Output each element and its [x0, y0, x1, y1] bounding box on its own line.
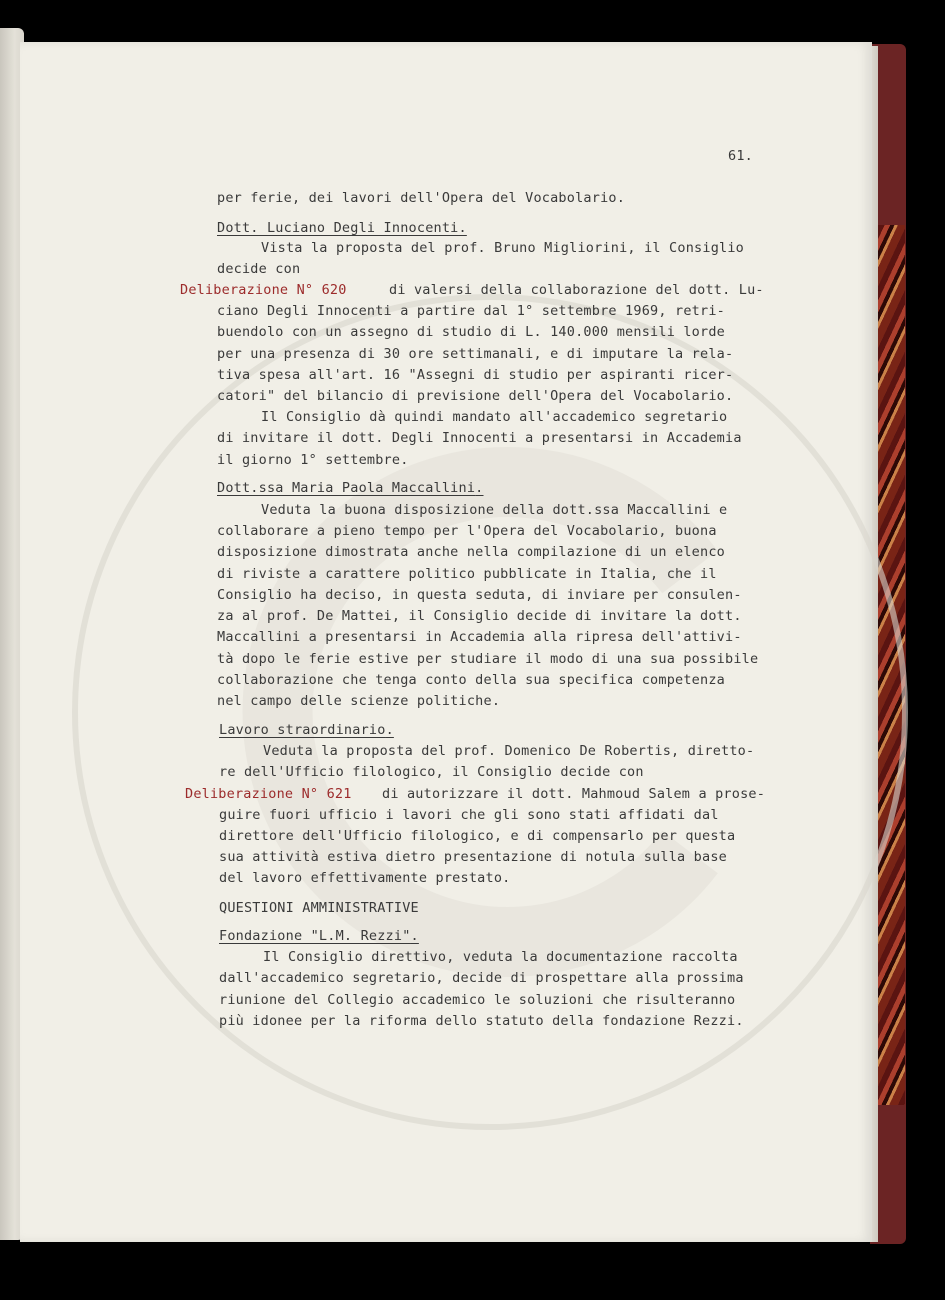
- text-line: catori" del bilancio di previsione dell'Opera del Vocabolario.: [217, 388, 734, 404]
- text-line: buendolo con un assegno di studio di L. 140.000 mensili lorde: [217, 324, 725, 340]
- section-title: QUESTIONI AMMINISTRATIVE: [219, 900, 419, 916]
- text-line: guire fuori ufficio i lavori che gli sono stati affidati dal: [219, 807, 719, 823]
- margin-note-deliberazione-620: Deliberazione N° 620: [180, 282, 347, 298]
- text-line: dall'accademico segretario, decide di prospettare alla prossima: [219, 970, 744, 986]
- text-line: Consiglio ha deciso, in questa seduta, di inviare per consulen-: [217, 587, 742, 603]
- text-line: di autorizzare il dott. Mahmoud Salem a prose-: [382, 786, 766, 802]
- text-line: il giorno 1° settembre.: [217, 452, 409, 468]
- text-line: collaborazione che tenga conto della sua specifica competenza: [217, 672, 725, 688]
- text-line: sua attività estiva dietro presentazione di notula sulla base: [219, 849, 727, 865]
- text-line: Maccallini a presentarsi in Accademia alla ripresa dell'attivi-: [217, 629, 742, 645]
- heading-lavoro-straordinario: Lavoro straordinario.: [219, 722, 394, 738]
- heading-innocenti: Dott. Luciano Degli Innocenti.: [217, 220, 467, 236]
- text-line: per ferie, dei lavori dell'Opera del Vocabolario.: [217, 190, 626, 206]
- text-line: Veduta la buona disposizione della dott.ssa Maccallini e: [261, 502, 728, 518]
- text-line: Il Consiglio direttivo, veduta la documentazione raccolta: [263, 949, 738, 965]
- page-number: 61.: [728, 148, 753, 164]
- text-line: nel campo delle scienze politiche.: [217, 693, 501, 709]
- text-line: di invitare il dott. Degli Innocenti a presentarsi in Accademia: [217, 430, 742, 446]
- text-line: za al prof. De Mattei, il Consiglio decide di invitare la dott.: [217, 608, 742, 624]
- margin-note-deliberazione-621: Deliberazione N° 621: [185, 786, 352, 802]
- heading-fondazione-rezzi: Fondazione "L.M. Rezzi".: [219, 928, 419, 944]
- text-line: re dell'Ufficio filologico, il Consiglio decide con: [219, 764, 644, 780]
- text-line: del lavoro effettivamente prestato.: [219, 870, 511, 886]
- text-line: Il Consiglio dà quindi mandato all'accademico segretario: [261, 409, 728, 425]
- text-line: per una presenza di 30 ore settimanali, e di imputare la rela-: [217, 346, 734, 362]
- text-line: collaborare a pieno tempo per l'Opera del Vocabolario, buona: [217, 523, 717, 539]
- text-line: più idonee per la riforma dello statuto della fondazione Rezzi.: [219, 1013, 744, 1029]
- text-line: di valersi della collaborazione del dott. Lu-: [389, 282, 764, 298]
- document-page: [20, 42, 872, 1242]
- text-line: Veduta la proposta del prof. Domenico De Robertis, diretto-: [263, 743, 755, 759]
- text-line: ciano Degli Innocenti a partire dal 1° settembre 1969, retri-: [217, 303, 725, 319]
- text-line: tiva spesa all'art. 16 "Assegni di studio per aspiranti ricer-: [217, 367, 734, 383]
- text-line: disposizione dimostrata anche nella compilazione di un elenco: [217, 544, 725, 560]
- text-line: riunione del Collegio accademico le soluzioni che risulteranno: [219, 992, 736, 1008]
- marbled-edge: [878, 225, 905, 1105]
- text-line: di riviste a carattere politico pubblicate in Italia, che il: [217, 566, 717, 582]
- text-line: Vista la proposta del prof. Bruno Migliorini, il Consiglio: [261, 240, 745, 256]
- heading-maccallini: Dott.ssa Maria Paola Maccallini.: [217, 480, 484, 496]
- text-line: direttore dell'Ufficio filologico, e di compensarlo per questa: [219, 828, 736, 844]
- text-line: decide con: [217, 261, 301, 277]
- text-line: tà dopo le ferie estive per studiare il modo di una sua possibile: [217, 651, 759, 667]
